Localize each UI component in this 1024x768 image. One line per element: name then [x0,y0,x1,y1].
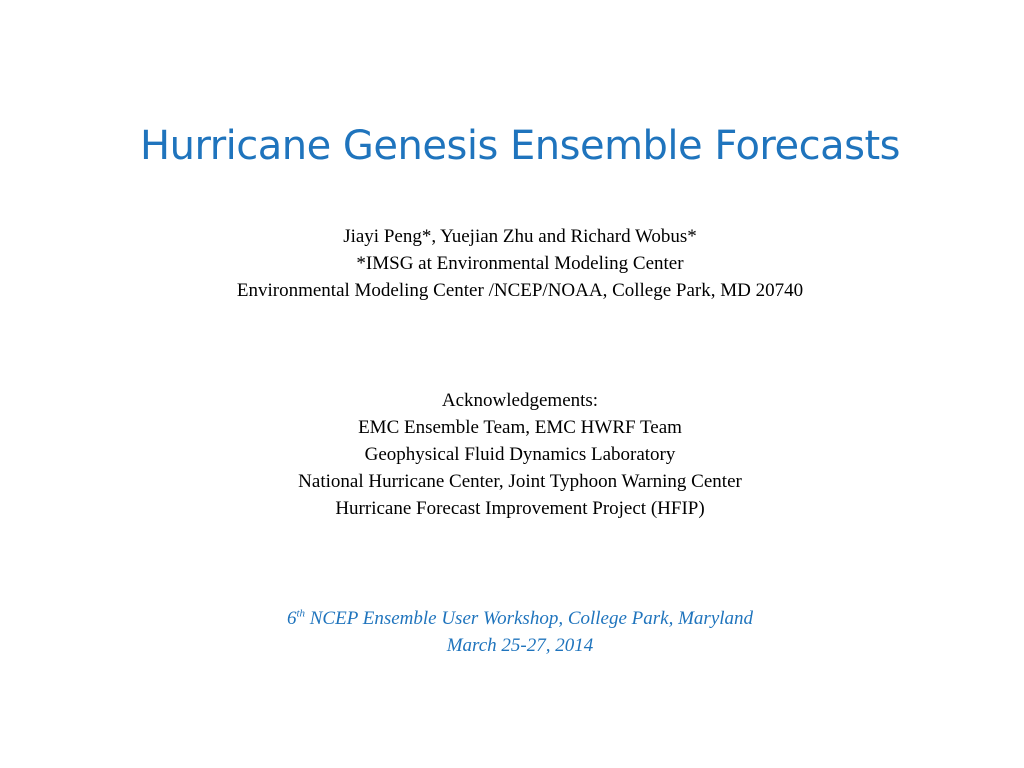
workshop-ordinal-suffix: th [296,607,305,620]
acknowledgements-heading: Acknowledgements: [441,390,599,411]
acknowledgement-line: Geophysical Fluid Dynamics Laboratory [364,444,676,465]
acknowledgement-line: National Hurricane Center, Joint Typhoon Warning Center [298,471,742,492]
affiliation-emc: Environmental Modeling Center /NCEP/NOAA, College Park, MD 20740 [236,280,804,301]
acknowledgement-line: Hurricane Forecast Improvement Project (HFIP) [335,498,705,519]
workshop-block [0,605,1024,659]
acknowledgement-line: EMC Ensemble Team, EMC HWRF Team [358,417,682,438]
workshop-title: NCEP Ensemble User Workshop, College Park, Maryland [305,608,754,629]
author-names: Jiayi Peng*, Yuejian Zhu and Richard Wobus* [343,226,697,247]
workshop-name [0,605,1024,632]
authors-block [0,223,1024,304]
workshop-number: 6 [286,608,297,629]
slide-title: Hurricane Genesis Ensemble Forecasts [140,123,900,169]
workshop-dates: March 25-27, 2014 [446,635,594,656]
affiliation-imsg: *IMSG at Environmental Modeling Center [356,253,684,274]
acknowledgements-block [0,387,1024,522]
